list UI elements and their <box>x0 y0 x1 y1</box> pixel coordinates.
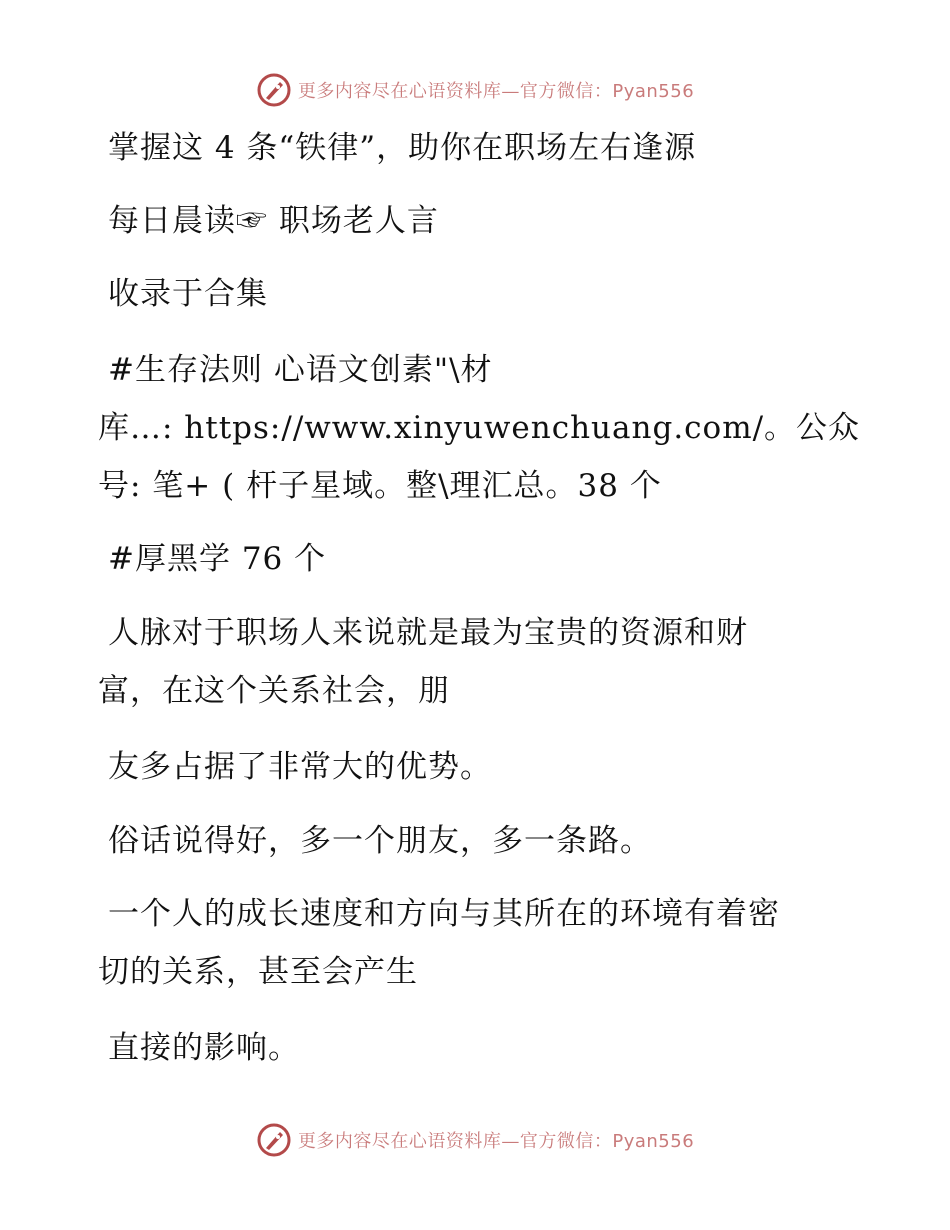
article-title: 掌握这 4 条“铁律”，助你在职场左右逢源 <box>108 130 697 166</box>
paragraph-line: 友多占据了非常大的优势。 <box>108 749 492 785</box>
daily-reading-line: 每日晨读☞ 职场老人言 <box>108 203 439 239</box>
pen-nib-logo-icon <box>256 72 292 108</box>
source-url-line: 库…: https://www.xinyuwenchuang.com/。公众 <box>98 410 861 446</box>
paragraph-line: 切的关系，甚至会产生 <box>98 954 418 990</box>
footer-banner <box>0 1120 950 1160</box>
paragraph-line: 直接的影响。 <box>108 1030 300 1066</box>
paragraph-line: 人脉对于职场人来说就是最为宝贵的资源和财 <box>108 615 748 651</box>
paragraph-line: 俗话说得好，多一个朋友，多一条路。 <box>108 823 652 859</box>
header-banner <box>0 70 950 110</box>
paragraph-line: 一个人的成长速度和方向与其所在的环境有着密 <box>108 896 780 932</box>
pen-nib-logo-icon <box>256 1122 292 1158</box>
paragraph-line: 富，在这个关系社会，朋 <box>98 673 450 709</box>
public-account-line: 号: 笔+ ( 杆子星域。整\理汇总。38 个 <box>98 468 662 504</box>
hashtag-line: #生存法则 心语文创素"\材 <box>108 352 493 388</box>
collection-label: 收录于合集 <box>108 276 268 312</box>
header-banner-text: 更多内容尽在心语资料库—官方微信：Pyan556 <box>297 81 695 102</box>
hashtag-houheixue: #厚黑学 76 个 <box>108 541 327 577</box>
footer-banner-text: 更多内容尽在心语资料库—官方微信：Pyan556 <box>297 1131 695 1152</box>
